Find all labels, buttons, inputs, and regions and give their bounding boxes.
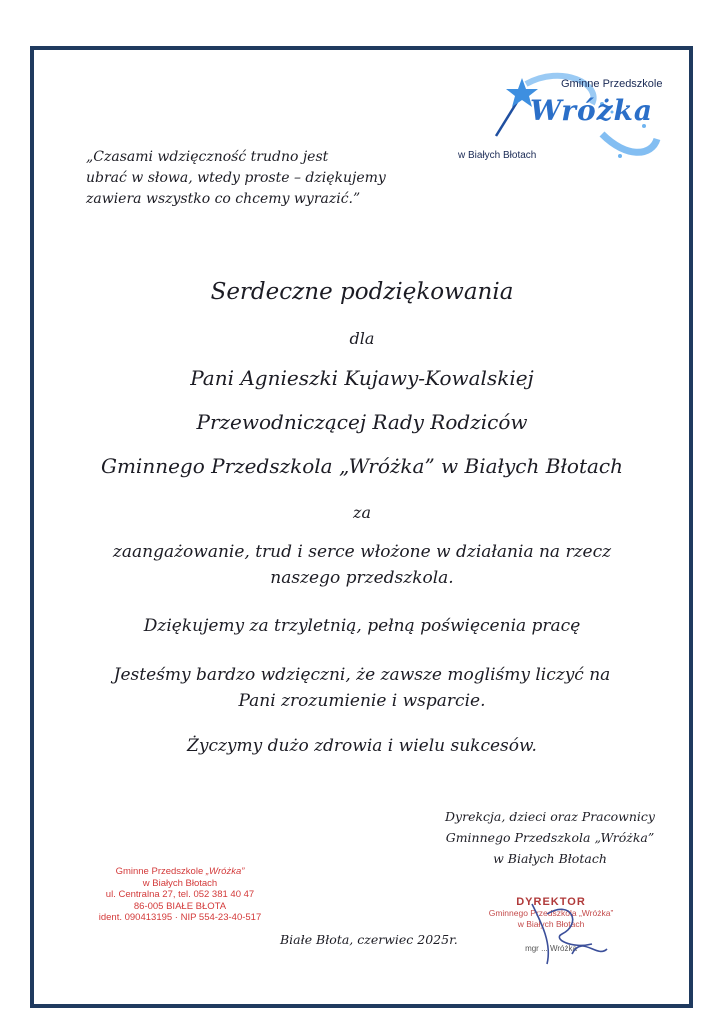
- paragraph-line: Pani zrozumienie i wsparcie.: [238, 691, 486, 711]
- quote-line: zawiera wszystko co chcemy wyrazić.”: [86, 191, 361, 207]
- dla-text: dla: [349, 329, 375, 348]
- paragraph-3: [40, 662, 684, 714]
- logo-top-text: Gminne Przedszkole: [561, 78, 663, 90]
- stamp-line: w Białych Błotach: [142, 877, 218, 889]
- institution-stamp: [80, 866, 280, 924]
- paragraph-line: zaangażowanie, trud i serce włożone w działania na rzecz: [112, 542, 612, 562]
- quote: [86, 147, 416, 210]
- stamp-line: [80, 866, 280, 878]
- recipient-name: Pani Agnieszki Kujawy-Kowalskiej: [190, 366, 534, 390]
- place-date: Białe Błota, czerwiec 2025r.: [280, 932, 458, 947]
- paragraph-line: Jesteśmy bardzo wdzięczni, że zawsze mogliśmy liczyć na: [113, 665, 611, 685]
- paragraph-4: Życzymy dużo zdrowia i wielu sukcesów.: [187, 736, 537, 756]
- document-title: Serdeczne podziękowania: [210, 279, 514, 305]
- kindergarten-logo: [452, 64, 677, 174]
- stamp-prefix: Gminne Przedszkole: [115, 866, 204, 877]
- director-stamp-line: w Białych Błotach: [517, 919, 585, 929]
- signature-line: Gminnego Przedszkola „Wróżka”: [445, 830, 655, 845]
- handwritten-signature: [512, 894, 622, 974]
- stamp-line: 86-005 BIAŁE BŁOTA: [133, 900, 227, 912]
- recipient-role: Przewodniczącej Rady Rodziców: [196, 410, 528, 434]
- recipient-institution: Gminnego Przedszkola „Wróżka” w Białych Błotach: [100, 454, 624, 478]
- stamp-line: ul. Centralna 27, tel. 052 381 40 47: [105, 889, 255, 900]
- director-title: DYREKTOR: [516, 896, 586, 908]
- signature-line: w Białych Błotach: [493, 851, 607, 866]
- paragraph-1: [40, 539, 684, 591]
- paragraph-line: naszego przedszkola.: [270, 568, 454, 588]
- logo-bottom-text: w Białych Błotach: [458, 150, 537, 161]
- stamp-name: „Wróżka”: [205, 866, 245, 877]
- quote-line: ubrać w słowa, wtedy proste – dziękujemy: [86, 170, 386, 186]
- quote-line: „Czasami wdzięczność trudno jest: [86, 149, 329, 165]
- logo-name: Wróżka: [530, 94, 654, 127]
- stamp-line: ident. 090413195 · NIP 554-23-40-517: [98, 912, 262, 923]
- paragraph-2: Dziękujemy za trzyletnią, pełną poświęcenia pracę: [143, 616, 581, 636]
- director-name: mgr ... Wróżka: [525, 944, 577, 953]
- za-text: za: [353, 503, 371, 522]
- signature-line: Dyrekcja, dzieci oraz Pracownicy: [445, 809, 655, 824]
- director-stamp-line: Gminnego Przedszkola „Wróżka”: [488, 908, 614, 918]
- signature-block: [405, 806, 695, 869]
